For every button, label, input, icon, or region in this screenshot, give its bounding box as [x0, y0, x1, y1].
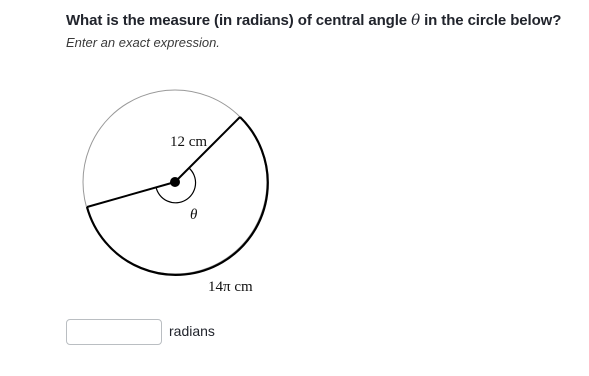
question-text-after: in the circle below? [420, 12, 562, 29]
instruction-text: Enter an exact expression. [66, 35, 220, 50]
unit-label: radians [169, 323, 215, 339]
radius-label: 12 cm [170, 134, 208, 150]
question-text-before: What is the measure (in radians) of central angle [66, 12, 412, 29]
arc-length-label: 14π cm [208, 279, 253, 295]
question-theta-symbol: θ [411, 11, 421, 29]
angle-label: θ [190, 207, 198, 223]
answer-input[interactable] [66, 319, 162, 345]
center-point [170, 177, 180, 187]
radius-lower [87, 182, 175, 207]
